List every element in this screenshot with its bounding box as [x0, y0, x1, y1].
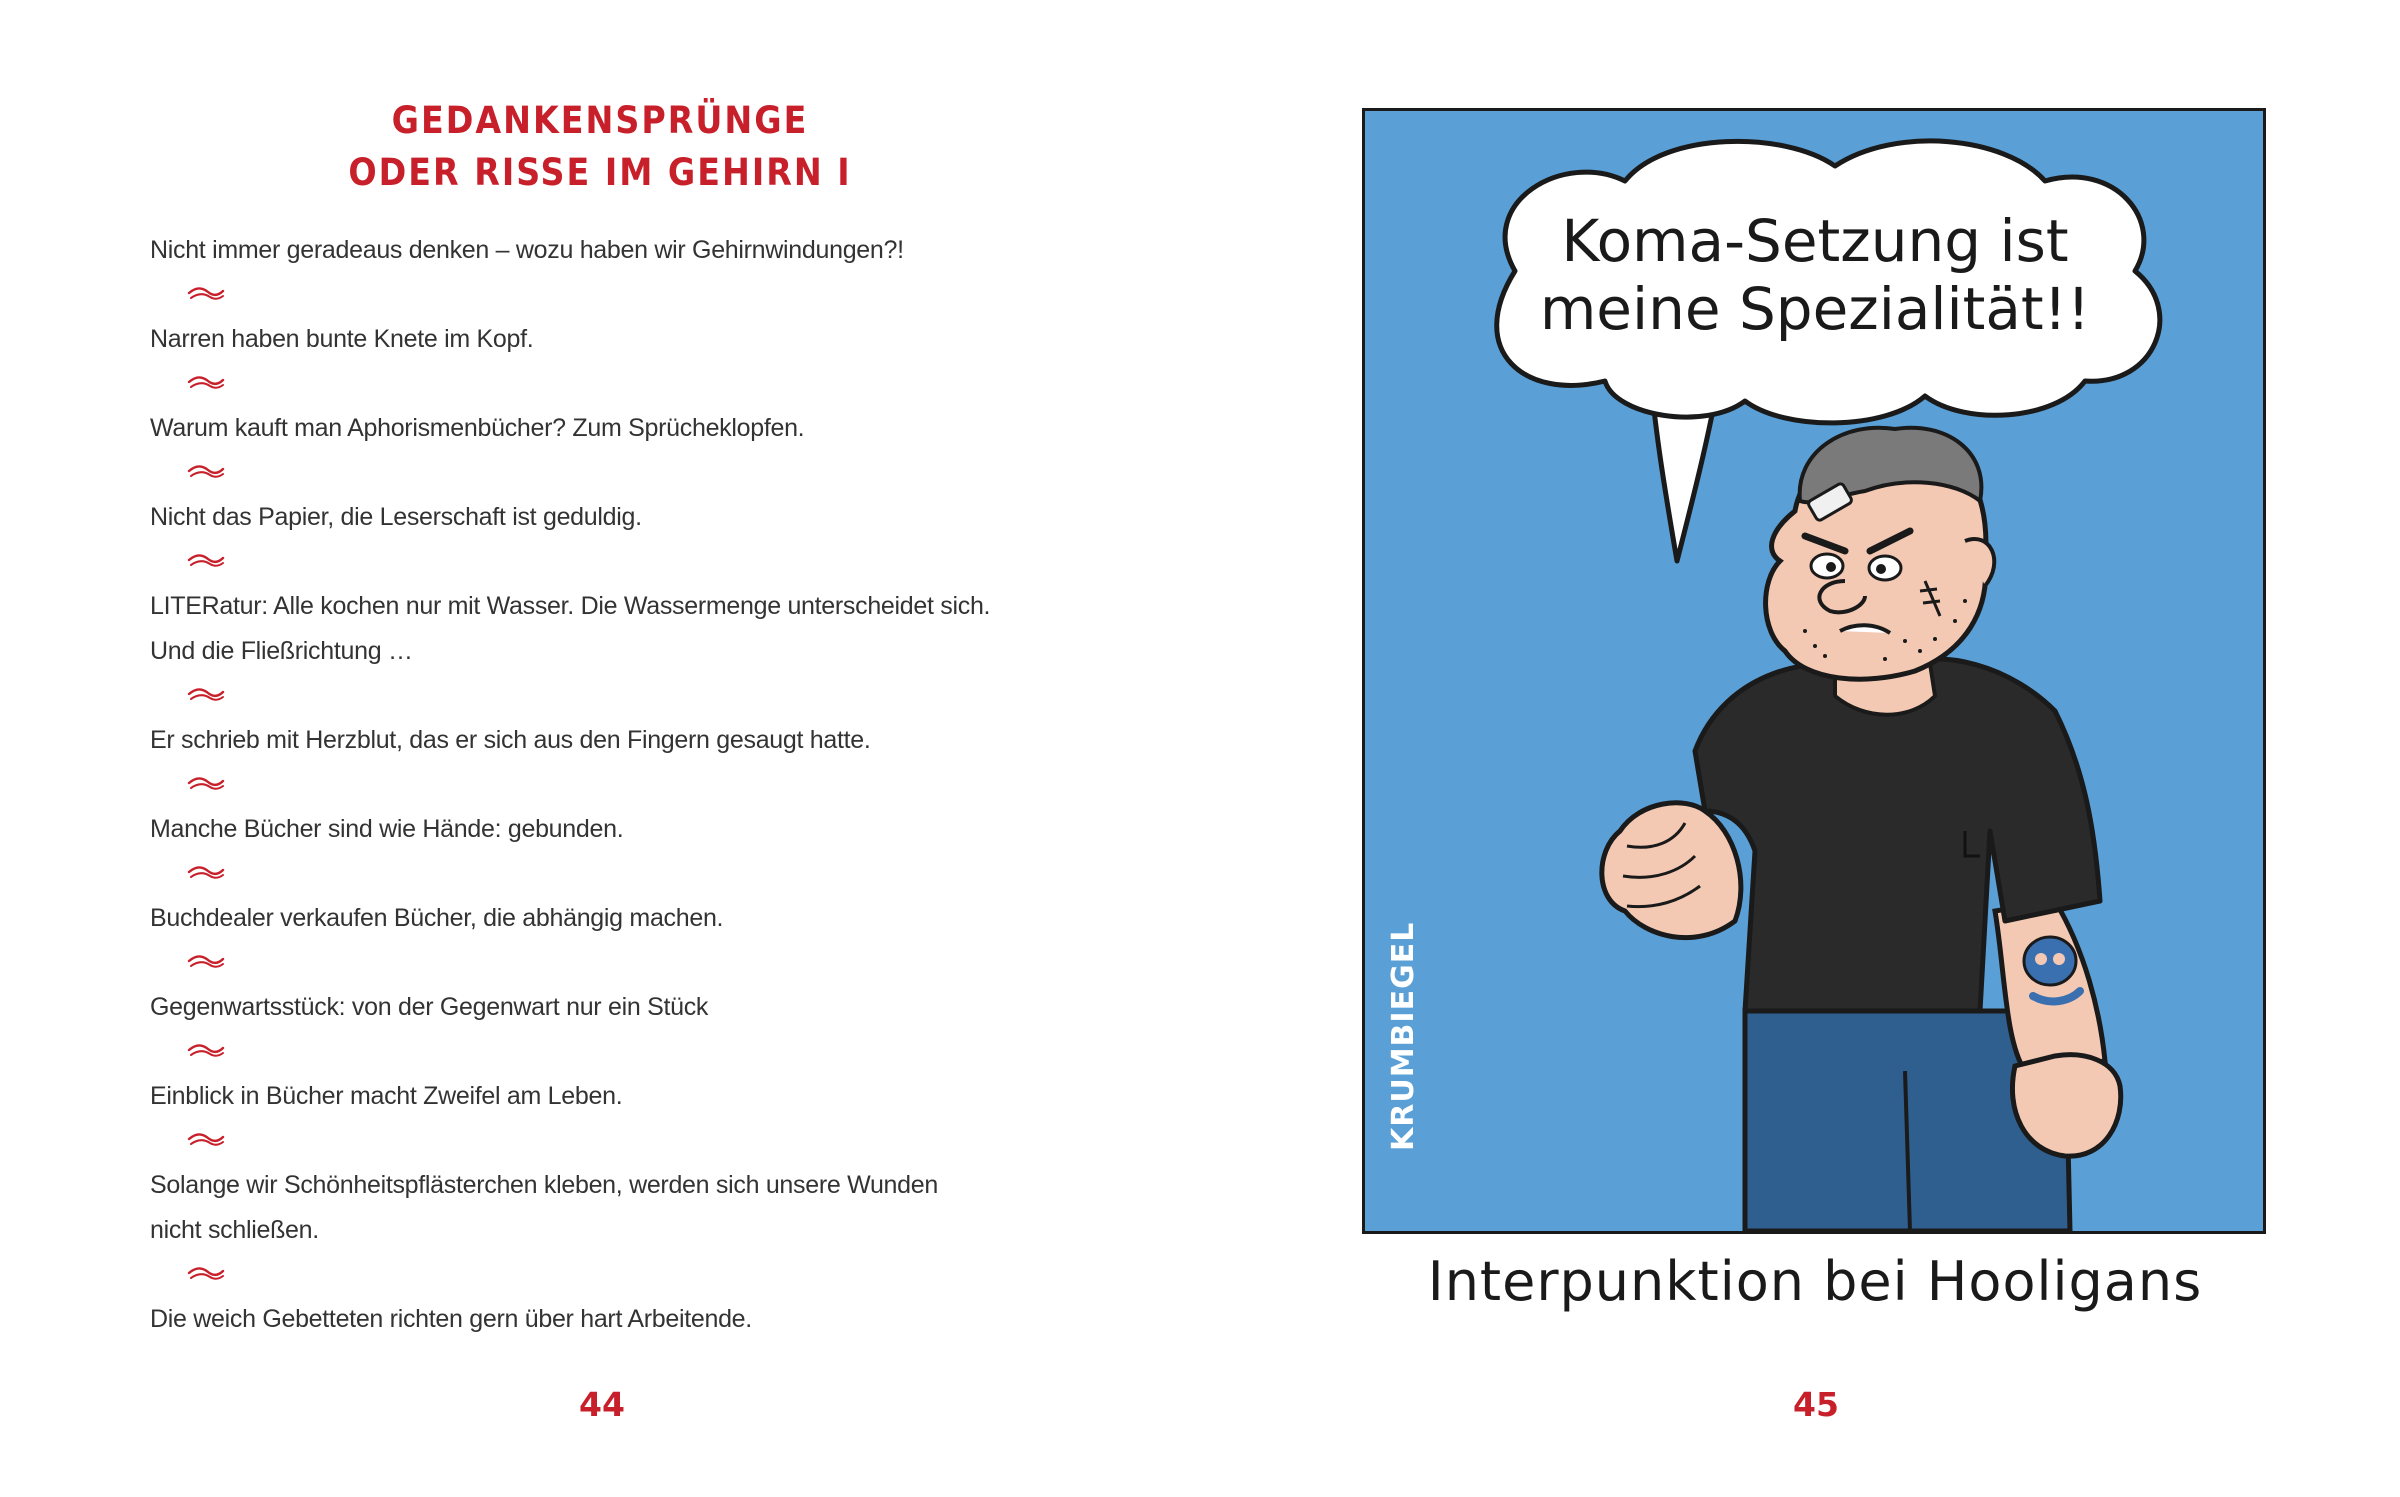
aphorism-item — [150, 807, 1070, 852]
speech-line-2: meine Spezialität!! — [1539, 275, 2091, 343]
divider-ornament — [150, 273, 1070, 317]
aphorism-line: Nicht immer geradeaus denken – wozu haben wir Gehirnwindungen?! — [150, 236, 904, 264]
chapter-title-line-1: GEDANKENSPRÜNGE — [391, 99, 809, 142]
aphorism-item — [150, 317, 1070, 362]
aphorism-item — [150, 495, 1070, 540]
divider-ornament — [150, 451, 1070, 495]
divider-ornament — [150, 941, 1070, 985]
aphorism-line: Solange wir Schönheitspflästerchen kleben, werden sich unsere Wunden — [150, 1171, 938, 1199]
page-number-left: 44 — [579, 1385, 625, 1424]
aphorism-line: LITERatur: Alle kochen nur mit Wasser. Die Wassermenge unterscheidet sich. — [150, 592, 991, 620]
speech-line-1: Koma-Setzung ist — [1561, 207, 2069, 275]
aphorism-line: Warum kauft man Aphorismenbücher? Zum Sprücheklopfen. — [150, 414, 805, 442]
divider-ornament — [150, 540, 1070, 584]
tilde-wave-ornament-icon — [186, 686, 226, 704]
aphorism-item — [150, 718, 1070, 763]
aphorism-item — [150, 896, 1070, 941]
aphorism-line: Einblick in Bücher macht Zweifel am Leben. — [150, 1082, 623, 1110]
aphorism-line: Manche Bücher sind wie Hände: gebunden. — [150, 815, 624, 843]
aphorism-line: Er schrieb mit Herzblut, das er sich aus den Fingern gesaugt hatte. — [150, 726, 871, 754]
chapter-title-line-2: ODER RISSE IM GEHIRN I — [348, 151, 852, 194]
tilde-wave-ornament-icon — [186, 1042, 226, 1060]
aphorism-line: Buchdealer verkaufen Bücher, die abhängig machen. — [150, 904, 724, 932]
aphorism-item — [150, 584, 1070, 674]
aphorism-item — [150, 228, 1070, 273]
tilde-wave-ornament-icon — [186, 463, 226, 481]
page-number-right: 45 — [1793, 1385, 1839, 1424]
tilde-wave-ornament-icon — [186, 1265, 226, 1283]
tilde-wave-ornament-icon — [186, 374, 226, 392]
divider-ornament — [150, 852, 1070, 896]
tilde-wave-ornament-icon — [186, 775, 226, 793]
aphorism-line: nicht schließen. — [150, 1216, 319, 1244]
cartoon-panel — [1362, 108, 2266, 1234]
aphorism-line: Gegenwartsstück: von der Gegenwart nur ein Stück — [150, 993, 709, 1021]
aphorism-list — [150, 228, 1070, 1342]
tilde-wave-ornament-icon — [186, 864, 226, 882]
tilde-wave-ornament-icon — [186, 285, 226, 303]
aphorism-line: Nicht das Papier, die Leserschaft ist geduldig. — [150, 503, 642, 531]
aphorism-item — [150, 1074, 1070, 1119]
cartoon-illustration — [1365, 111, 2263, 1231]
divider-ornament — [150, 763, 1070, 807]
aphorism-line: Narren haben bunte Knete im Kopf. — [150, 325, 534, 353]
tilde-wave-ornament-icon — [186, 953, 226, 971]
aphorism-item — [150, 985, 1070, 1030]
aphorism-line: Und die Fließrichtung … — [150, 637, 413, 665]
divider-ornament — [150, 1119, 1070, 1163]
tilde-wave-ornament-icon — [186, 1131, 226, 1149]
aphorism-item — [150, 406, 1070, 451]
divider-ornament — [150, 1030, 1070, 1074]
aphorism-line: Die weich Gebetteten richten gern über hart Arbeitende. — [150, 1305, 752, 1333]
divider-ornament — [150, 1253, 1070, 1297]
chapter-title — [0, 95, 1200, 199]
divider-ornament — [150, 362, 1070, 406]
tilde-wave-ornament-icon — [186, 552, 226, 570]
cartoon-caption: Interpunktion bei Hooligans — [1427, 1250, 2203, 1313]
divider-ornament — [150, 674, 1070, 718]
artist-signature: KRUMBIEGEL — [1386, 921, 1421, 1151]
aphorism-item — [150, 1297, 1070, 1342]
aphorism-item — [150, 1163, 1070, 1253]
